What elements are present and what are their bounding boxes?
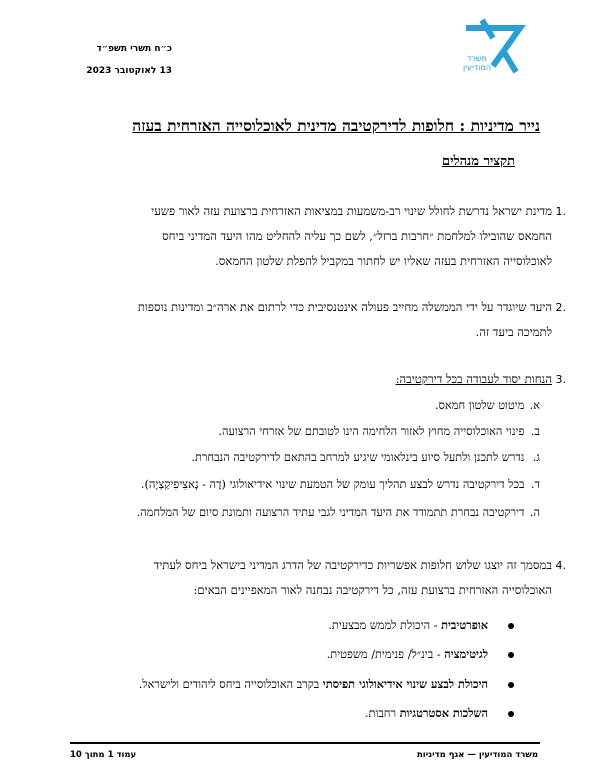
paragraph-1 (72, 199, 566, 274)
footer-department: משרד המודיעין — אגף מדיניות (417, 750, 538, 760)
logo-text: משרד המודיעין (463, 54, 491, 72)
gregorian-date: 13 לאוקטובר 2023 (86, 66, 172, 76)
section-heading: תקציר מנהלים (441, 154, 515, 169)
paragraph-line: במסמך זה יוצגו שלוש חלופות אפשריות כדירקטיבה של הדרג המדיני בישראל ביחס לעתיד (153, 558, 552, 572)
bullet-icon (508, 682, 514, 688)
paragraph-number: .4 (555, 559, 566, 572)
bullet-icon (508, 711, 514, 717)
criteria-term: השלכות אסטרטגיות (399, 706, 488, 720)
ministry-logo (458, 14, 528, 84)
paragraph-line: הנחות יסוד לעבודה בכל דירקטיבה: (395, 372, 552, 386)
criteria-term: לגיטימציה (444, 647, 488, 661)
paragraph-line: החמאס שהובילו למלחמת ״חרבות ברזל״, לשם כך עליה להחליט מהו היעד המדיני ביחס (162, 229, 552, 243)
assumption-letter: ב. (530, 425, 540, 438)
bullet-icon (508, 623, 514, 629)
assumption-letter: ד. (530, 478, 540, 491)
criteria-item (139, 677, 488, 691)
page-number: עמוד 1 מתוך 10 (70, 750, 137, 760)
paragraph-line: היעד שיוגדר על ידי הממשלה מחייב פעולה אינטנסיבית כדי לרתום את ארה״ב ומדינות נוספות (137, 300, 552, 314)
criteria-desc: - היכולת לממש מבצעית. (328, 619, 442, 632)
paragraph-number: .3 (555, 373, 566, 386)
document-dates (72, 38, 172, 82)
criteria-term: אופרטיבית (441, 618, 488, 632)
page-title: נייר מדיניות : חלופות לדירקטיבה מדינית לאוכלוסייה האזרחית בעזה (132, 116, 540, 135)
criteria-item (365, 706, 488, 720)
assumption-text: נדרש לתכנן ולתעל סיוע בינלאומי שיגיע למרחב בהתאם לדירקטיבה הנבחרת. (191, 451, 525, 464)
criteria-desc: בקרב האוכלוסייה ביחס ליהודים ולישראל. (138, 678, 323, 691)
assumption-item (137, 500, 540, 525)
assumption-item (191, 445, 540, 470)
criteria-desc: - בינ״ל/ פנימית/ משפטית. (326, 648, 445, 661)
footer-divider (70, 742, 540, 744)
paragraph-2 (72, 295, 566, 345)
paragraph-4 (72, 553, 566, 603)
assumption-text: דירקטיבה נבחרת תתמודד את היעד המדיני לגבי עתיד הרצועה ותמונת סיום של המלחמה. (136, 506, 525, 519)
assumption-text: מיטוט שלטון חמאס. (434, 399, 525, 412)
assumption-letter: א. (529, 399, 540, 412)
paragraph-3 (72, 367, 566, 392)
paragraph-number: .1 (555, 205, 566, 218)
assumption-letter: ג. (532, 451, 540, 464)
assumption-text: פינוי האוכלוסייה מחוץ לאזור הלחימה הינו לטובתם של אזרחי הרצועה. (218, 425, 525, 438)
assumption-item (435, 393, 540, 418)
paragraph-number: .2 (555, 301, 566, 314)
bullet-icon (508, 652, 514, 658)
paragraph-line: לתמיכה ביעד זה. (475, 325, 552, 339)
hebrew-date: כ״ח תשרי תשפ״ד (96, 44, 172, 54)
assumption-item (218, 419, 540, 444)
assumption-item (141, 472, 540, 497)
criteria-item (327, 647, 488, 661)
paragraph-line: האוכלוסייה האזרחית ברצועת עזה, כל דירקטיבה נבחנה לאור המאפיינים הבאים: (193, 583, 552, 597)
assumption-text: בכל דירקטיבה נדרש לבצע תהליך עומק של הטמעת שינוי אידיאולוגי (דֶה - נָאצִיפִיקַצְיָה). (140, 478, 525, 491)
criteria-item (328, 618, 488, 632)
paragraph-line: לאוכלוסייה האזרחית בעזה שאליו יש לחתור במקביל להפלת שלטון החמאס. (215, 254, 552, 268)
assumption-letter: ה. (529, 506, 540, 519)
criteria-term: היכולת לבצע שינוי אידיאולוגי תפיסתי (322, 677, 488, 691)
paragraph-line: מדינת ישראל נדרשת לחולל שינוי רב-משמעות במציאות האזרחית ברצועת עזה לאור פשעי (151, 204, 552, 218)
criteria-desc: רחבות. (364, 707, 400, 720)
